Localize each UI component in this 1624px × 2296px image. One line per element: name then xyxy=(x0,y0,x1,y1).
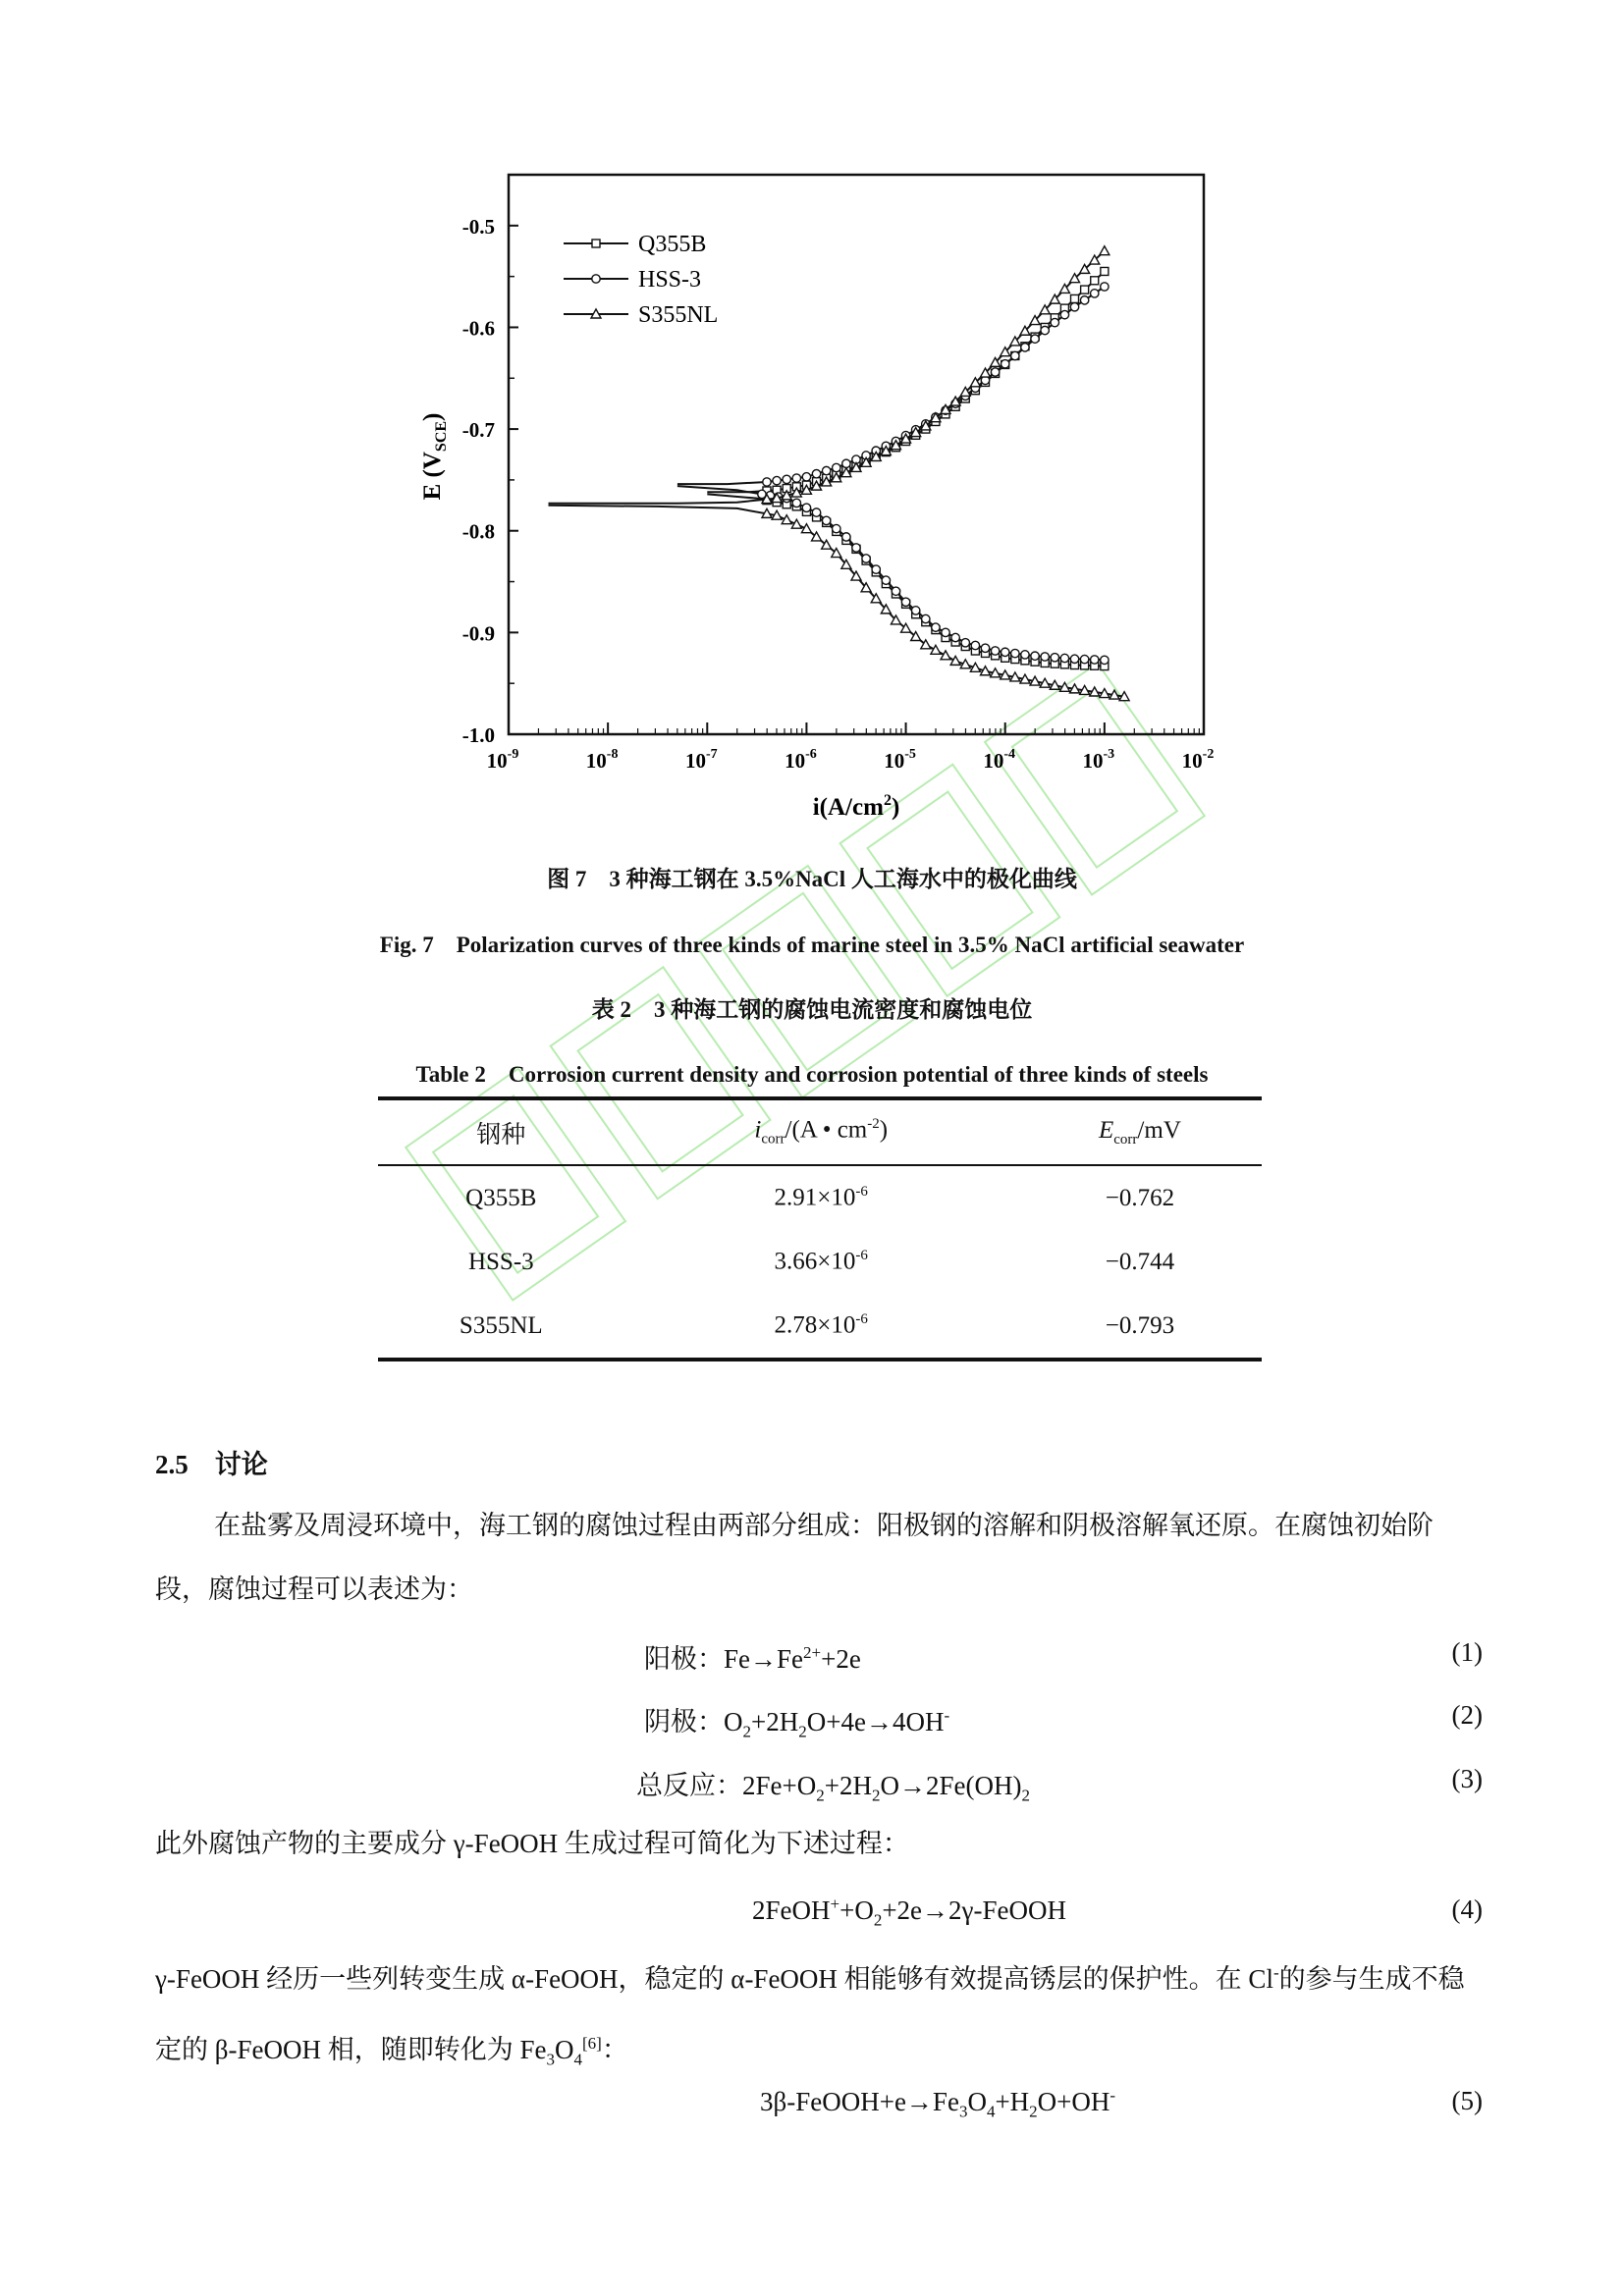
y-tick-label: -0.9 xyxy=(461,621,495,646)
data-point xyxy=(951,633,959,641)
x-tick-label: $10^{-3}$ xyxy=(1082,747,1115,773)
header-icorr: $i_{corr}/(A$ • $cm^{-2}$) xyxy=(624,1098,1018,1165)
figure-caption-en: Fig. 7 Polarization curves of three kinds of marine steel in 3.5% NaCl artificial seawater xyxy=(379,933,1245,957)
equation-1-number: (1) xyxy=(1451,1637,1483,1667)
data-point xyxy=(792,474,800,482)
cell-ecorr: −0.744 xyxy=(1105,1248,1175,1275)
x-tick-label: $10^{-5}$ xyxy=(884,747,916,773)
data-point xyxy=(922,614,930,622)
x-tick-label: $10^{-4}$ xyxy=(983,747,1016,773)
data-point xyxy=(931,645,941,654)
equation-1: 阳极：$Fe\to Fe^{2+}+2e$ xyxy=(644,1643,861,1674)
data-point xyxy=(1011,351,1019,359)
x-axis-ticks xyxy=(487,722,1215,773)
table-row xyxy=(378,1230,1262,1294)
data-point xyxy=(911,607,919,614)
data-point xyxy=(932,623,940,631)
data-point xyxy=(852,544,860,552)
table-header-row xyxy=(378,1098,1262,1165)
y-tick-label: -0.5 xyxy=(461,214,495,239)
plot-frame xyxy=(509,175,1204,734)
data-point xyxy=(1041,326,1049,334)
legend xyxy=(564,232,718,328)
table-caption-cn: 表 2 3 种海工钢的腐蚀电流密度和腐蚀电位 xyxy=(591,997,1033,1022)
data-point xyxy=(833,524,840,532)
data-point xyxy=(901,598,909,606)
cell-steel: HSS-3 xyxy=(467,1248,534,1275)
data-point xyxy=(872,565,880,573)
data-point xyxy=(802,504,810,511)
data-point xyxy=(1070,303,1078,311)
data-point xyxy=(1100,246,1110,255)
equation-4: $2FeOH^++O_2+2e\to 2\gamma$-FeOOH xyxy=(752,1895,1066,1930)
table-caption-en: Table 2 Corrosion current density and corrosion potential of three kinds of steels xyxy=(415,1062,1209,1087)
equation-3: 总反应：$2Fe+O_2+2H_2O\to 2Fe(OH)_2$ xyxy=(636,1771,1030,1805)
data-point xyxy=(592,240,600,247)
cell-icorr: $2.91\times 10^{-6}$ xyxy=(774,1184,868,1211)
x-axis-label: $i(A/cm^2)$ xyxy=(812,792,900,821)
legend-label: HSS-3 xyxy=(638,267,702,293)
data-point xyxy=(1021,651,1029,659)
anodic-branch xyxy=(549,251,1105,504)
data-point xyxy=(1101,267,1109,275)
series-layer xyxy=(549,246,1130,701)
y-tick-label: -1.0 xyxy=(461,723,495,747)
table-row xyxy=(378,1294,1262,1360)
paragraph-2: 此外腐蚀产物的主要成分 γ-FeOOH 生成过程可简化为下述过程： xyxy=(155,1829,909,1858)
cell-icorr: $3.66\times 10^{-6}$ xyxy=(774,1248,868,1275)
figure-caption-cn: 图 7 3 种海工钢在 3.5%NaCl 人工海水中的极化曲线 xyxy=(547,867,1077,891)
data-point xyxy=(1071,294,1079,302)
paragraph-3: γ-FeOOH 经历一些列转变生成 α-FeOOH，稳定的 α-FeOOH 相能够有效提高锈层的保护性。在 Cl-的参与生成不稳定的 β-FeOOH 相，随即转化为 $Fe_3O_4[6]$： xyxy=(155,1963,1465,2069)
data-point xyxy=(1091,277,1099,285)
equation-5-number: (5) xyxy=(1451,2086,1483,2115)
data-point xyxy=(783,475,790,483)
data-point xyxy=(1101,283,1109,291)
data-point xyxy=(971,641,979,649)
equation-3-number: (3) xyxy=(1451,1764,1483,1793)
data-point xyxy=(991,368,999,376)
data-point xyxy=(1021,344,1029,351)
paragraph-1: 在盐雾及周浸环境中，海工钢的腐蚀过程由两部分组成：阳极钢的溶解和阴极溶解氧还原。在腐蚀初始阶段，腐蚀过程可以表述为： xyxy=(155,1511,1434,1604)
y-tick-label: -0.7 xyxy=(461,418,495,443)
cell-icorr: $2.78\times 10^{-6}$ xyxy=(624,1294,1018,1360)
x-tick-label: $10^{-9}$ xyxy=(486,747,519,773)
y-axis-ticks xyxy=(462,215,518,747)
x-tick-label: $10^{-7}$ xyxy=(684,747,718,773)
data-point xyxy=(763,478,771,486)
data-point xyxy=(812,508,820,516)
y-tick-label: -0.6 xyxy=(461,316,495,341)
cell-ecorr: −0.762 xyxy=(1105,1184,1175,1211)
x-tick-label: $10^{-8}$ xyxy=(585,747,619,773)
data-point xyxy=(833,463,840,471)
data-point xyxy=(882,576,890,584)
cathodic-branch xyxy=(677,486,1105,660)
data-point xyxy=(592,275,600,283)
section-heading: 2.5 讨论 xyxy=(155,1450,268,1479)
data-point xyxy=(1080,296,1088,304)
data-point xyxy=(822,516,830,524)
equation-5: $3\beta-FeOOH+e\to Fe_3O_4+H_2O+OH^-$ xyxy=(760,2086,1116,2121)
data-point xyxy=(961,639,969,647)
x-tick-label: $10^{-6}$ xyxy=(785,747,817,773)
data-point xyxy=(1080,655,1088,663)
data-point xyxy=(1101,656,1109,664)
data-point xyxy=(822,466,830,474)
legend-label: S355NL xyxy=(638,302,719,328)
equation-4-number: (4) xyxy=(1451,1895,1483,1924)
data-point xyxy=(981,644,989,652)
y-axis-label: E $(V_{SCE})$ xyxy=(419,412,450,501)
polarization-chart xyxy=(0,0,1624,844)
data-point xyxy=(1011,649,1019,657)
data-point xyxy=(1051,654,1058,662)
data-point xyxy=(942,628,949,636)
data-point xyxy=(1091,290,1099,297)
table-row xyxy=(378,1165,1262,1230)
header-ecorr: $E_{corr}/mV$ xyxy=(1018,1098,1262,1165)
data-point xyxy=(1001,360,1009,368)
data-point xyxy=(812,469,820,477)
cathodic-branch xyxy=(707,494,1105,666)
data-point xyxy=(1031,652,1039,660)
data-point xyxy=(802,473,810,481)
data-point xyxy=(1060,310,1068,318)
data-point xyxy=(1081,286,1089,294)
data-point xyxy=(1060,654,1068,662)
data-point xyxy=(1051,318,1058,326)
data-point xyxy=(792,499,800,507)
data-point xyxy=(773,476,781,484)
corrosion-table xyxy=(378,1096,1262,1362)
equation-2: 阴极：$O_2+2H_2O+4e\to 4OH^-$ xyxy=(644,1706,950,1741)
cell-ecorr: −0.793 xyxy=(1018,1294,1262,1360)
data-point xyxy=(941,651,950,660)
data-point xyxy=(1001,648,1009,656)
legend-label: Q355B xyxy=(638,232,707,257)
data-point xyxy=(862,555,870,562)
series-hss-3 xyxy=(677,283,1109,665)
data-point xyxy=(1070,655,1078,663)
cell-steel: Q355B xyxy=(465,1184,537,1211)
cell-steel: S355NL xyxy=(378,1294,624,1360)
data-point xyxy=(991,647,999,655)
data-point xyxy=(1091,656,1099,664)
data-point xyxy=(1031,335,1039,343)
data-point xyxy=(892,587,899,595)
data-point xyxy=(842,533,850,541)
x-tick-label: $10^{-2}$ xyxy=(1181,747,1215,773)
y-tick-label: -0.8 xyxy=(461,519,495,544)
data-point xyxy=(1041,653,1049,661)
data-point xyxy=(950,656,960,665)
equation-2-number: (2) xyxy=(1451,1700,1483,1730)
header-steel: 钢种 xyxy=(378,1098,624,1165)
